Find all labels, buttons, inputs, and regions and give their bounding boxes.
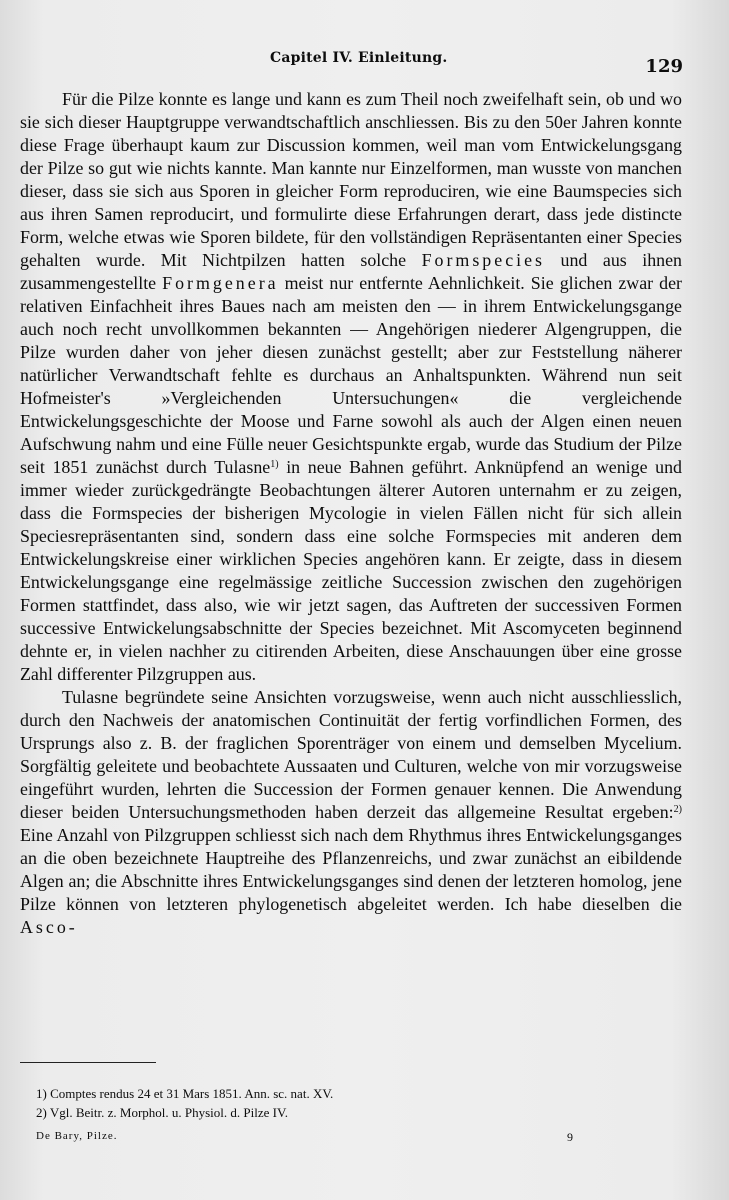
signature-number: 9	[567, 1130, 573, 1144]
footnote-ref-1[interactable]: 1)	[270, 459, 279, 470]
footnote-divider	[20, 1062, 156, 1063]
footnote-1: 1) Comptes rendus 24 et 31 Mars 1851. Ann. sc. nat. XV.	[36, 1086, 334, 1101]
paragraph-1-text-a: Für die Pilze konnte es lange und kann es zum Theil noch zweifelhaft sein, ob und wo sie sich dieser Hauptgruppe verwandtschaftlich anschliessen. Bis zu den 50er Jahren konnte diese Frage überhaupt kaum zur Discussion kommen, weil man vom Entwickelungsgang der Pilze so gut wie nichts kannte. Man kannte nur Einzelformen, man wusste von manchen dieser, dass sie sich aus Sporen in gleicher Form reproduciren, wie eine Baumspecies sich aus ihren Samen reproducirt, und formulirte diese Erfahrungen derart, dass jede distincte Form, welche etwas wie Sporen bildete, für den vollständigen Repräsentanten einer Species gehalten wurde. Mit Nichtpilzen hatten solche	[20, 89, 682, 270]
footnote-2: 2) Vgl. Beitr. z. Morphol. u. Physiol. d. Pilze IV.	[36, 1105, 288, 1120]
paragraph-1	[20, 88, 682, 686]
running-header: Capitel IV. Einleitung.	[270, 50, 448, 66]
paragraph-1-text-f: in neue Bahnen geführt. Anknüpfend an wenige und immer wieder zurückgedrängte Beobachtungen älterer Autoren unternahm er zu zeigen, dass die Formspecies der bisherigen Mycologie in vielen Fällen nicht für sich allein Speciesrepräsentanten sind, sondern dass eine solche Formspecies mit anderen dem Entwickelungskreise einer wirklichen Species angehören kann. Er zeigte, dass in diesem Entwickelungsgange eine regelmässige zeitliche Succession zwischen den zugehörigen Formen stattfindet, dass also, wie wir jetzt sagen, das Auftreten der successiven Formen successive Entwickelungsabschnitte der Species bezeichnet. Mit Ascomyceten beginnend dehnte er, in vielen nachher zu citirenden Arbeiten, diese Anschauungen über eine grosse Zahl differenter Pilzgruppen aus.	[20, 457, 682, 684]
paragraph-2	[20, 686, 682, 939]
paragraph-2-text-b: Eine Anzahl von Pilzgruppen schliesst sich nach dem Rhythmus ihres Entwickelungsganges an die oben bezeichnete Hauptreihe des Pflanzenreichs, und zwar zunächst an eibildende Algen an; die Abschnitte ihres Entwickelungsganges sind denen der letzteren homolog, jene Pilze können von letzteren phylogenetisch abgeleitet werden. Ich habe dieselben die	[20, 825, 682, 914]
page-number: 129	[645, 56, 683, 77]
paragraph-2-text-a: Tulasne begründete seine Ansichten vorzugsweise, wenn auch nicht ausschliesslich, durch den Nachweis der anatomischen Continuität der fertig vorfindlichen Formen, des Ursprungs also z. B. der fraglichen Sporenträger von einem und demselben Mycelium. Sorgfältig geleitete und beobachtete Aussaaten und Culturen, welche von mir vorzugsweise eingeführt wurden, lehrten die Succession der Formen genauer kennen. Die Anwendung dieser beiden Untersuchungsmethoden haben derzeit das allgemeine Resultat ergeben:	[20, 687, 682, 822]
footnotes	[36, 1084, 596, 1122]
paragraph-1-text-c: und aus ihnen zusammengestellte	[20, 250, 682, 293]
body-text	[20, 88, 682, 939]
footnote-ref-2[interactable]: 2)	[673, 804, 682, 815]
signature-mark: De Bary, Pilze.	[36, 1130, 118, 1142]
term-asco: Asco-	[20, 917, 78, 937]
term-formspecies: Formspecies	[421, 250, 546, 270]
term-formgenera: Formgenera	[162, 273, 279, 293]
paragraph-1-text-e: meist nur entfernte Aehnlichkeit. Sie glichen zwar der relativen Einfachheit ihres Baues nach am meisten den — in ihrem Entwickelungsgange auch noch recht unvollkommen bekannten — Angehörigen niederer Algengruppen, die Pilze wurden daher von jeher diesen zunächst gestellt; aber zur Feststellung näherer natürlicher Verwandtschaft fehlte es durchaus an Anhaltspunkten. Während nun seit Hofmeister's »Vergleichenden Untersuchungen« die vergleichende Entwickelungsgeschichte der Moose und Farne sowohl als auch der Algen einen neuen Aufschwung nahm und eine Fülle neuer Gesichtspunkte ergab, wurde das Studium der Pilze seit 1851 zunächst durch Tulasne	[20, 273, 682, 477]
